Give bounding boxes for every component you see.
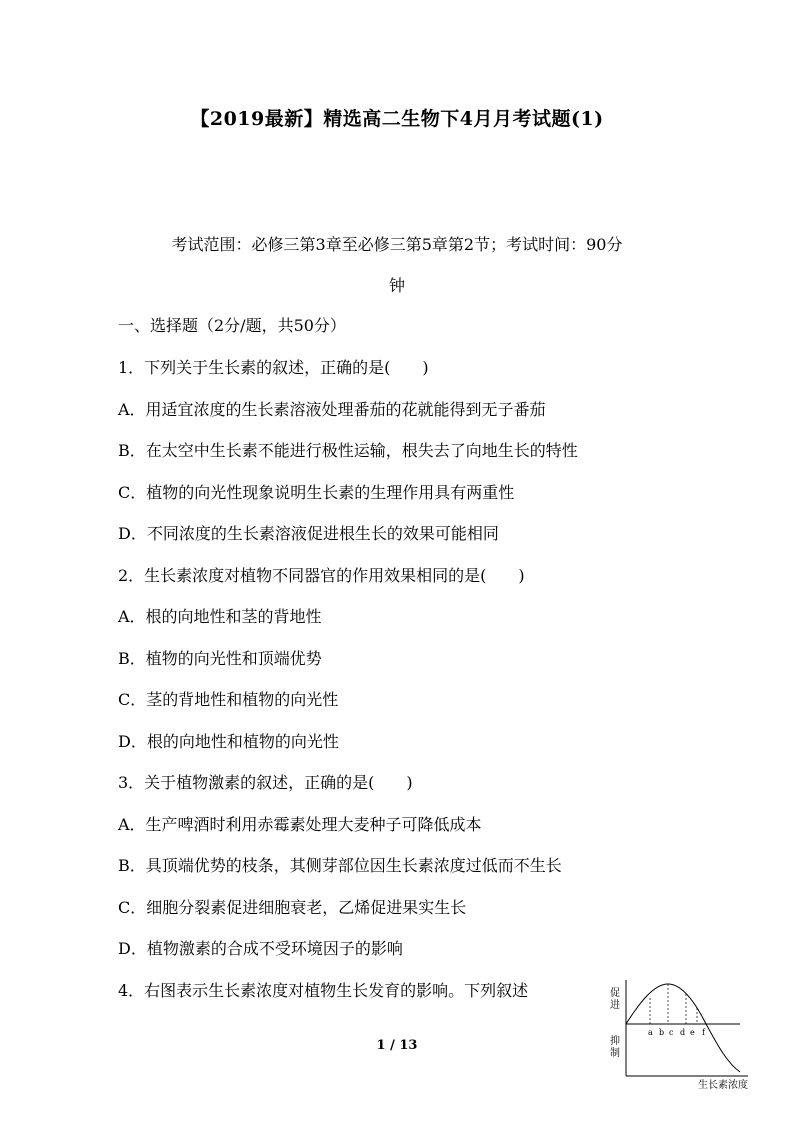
section-heading: 一、选择题（2分/题，共50分） <box>118 316 346 335</box>
label-promote-1: 促 <box>610 988 620 999</box>
question-2-option-d: D．根的向地性和植物的向光性 <box>118 732 339 751</box>
point-f: f <box>702 1028 705 1037</box>
question-2-option-c: C．茎的背地性和植物的向光性 <box>118 690 339 709</box>
question-1-option-b: B．在太空中生长素不能进行极性运输，根失去了向地生长的特性 <box>118 441 578 460</box>
label-inhibit-2: 制 <box>610 1048 620 1059</box>
question-3-option-b: B．具顶端优势的枝条，其侧芽部位因生长素浓度过低而不生长 <box>118 856 562 875</box>
page-title: 【2019最新】精选高二生物下4月月考试题(1) <box>190 108 604 130</box>
point-a: a <box>648 1028 653 1037</box>
x-axis-label: 生长素浓度 <box>698 1080 748 1091</box>
label-inhibit-1: 抑 <box>610 1036 620 1047</box>
question-2-option-a: A．根的向地性和茎的背地性 <box>118 607 322 626</box>
question-3-option-a: A．生产啤酒时利用赤霉素处理大麦种子可降低成本 <box>118 815 482 834</box>
label-promote-2: 进 <box>610 1000 620 1011</box>
question-1-option-a: A．用适宜浓度的生长素溶液处理番茄的花就能得到无子番茄 <box>118 400 546 419</box>
point-b: b <box>659 1028 665 1037</box>
question-2-stem: 2．生长素浓度对植物不同器官的作用效果相同的是( ) <box>118 566 525 585</box>
question-4-stem: 4．右图表示生长素浓度对植物生长发育的影响。下列叙述 <box>118 981 529 1000</box>
question-3-option-d: D．植物激素的合成不受环境因子的影响 <box>118 939 403 958</box>
question-3-option-c: C．细胞分裂素促进细胞衰老，乙烯促进果实生长 <box>118 898 467 917</box>
auxin-effect-figure <box>606 972 756 1092</box>
auxin-curve-svg <box>606 972 756 1092</box>
page-number: 1 / 13 <box>376 1038 418 1053</box>
question-3-stem: 3．关于植物激素的叙述，正确的是( ) <box>118 773 413 792</box>
exam-info-line2: 钟 <box>388 276 405 295</box>
point-d: d <box>680 1028 686 1037</box>
point-c: c <box>669 1028 674 1037</box>
question-1-stem: 1．下列关于生长素的叙述，正确的是( ) <box>118 358 429 377</box>
question-1-option-c: C．植物的向光性现象说明生长素的生理作用具有两重性 <box>118 483 515 502</box>
exam-info-line1: 考试范围：必修三第3章至必修三第5章第2节；考试时间：90分 <box>171 235 623 254</box>
question-2-option-b: B．植物的向光性和顶端优势 <box>118 649 322 668</box>
point-e: e <box>690 1028 695 1037</box>
question-1-option-d: D．不同浓度的生长素溶液促进根生长的效果可能相同 <box>118 524 499 543</box>
